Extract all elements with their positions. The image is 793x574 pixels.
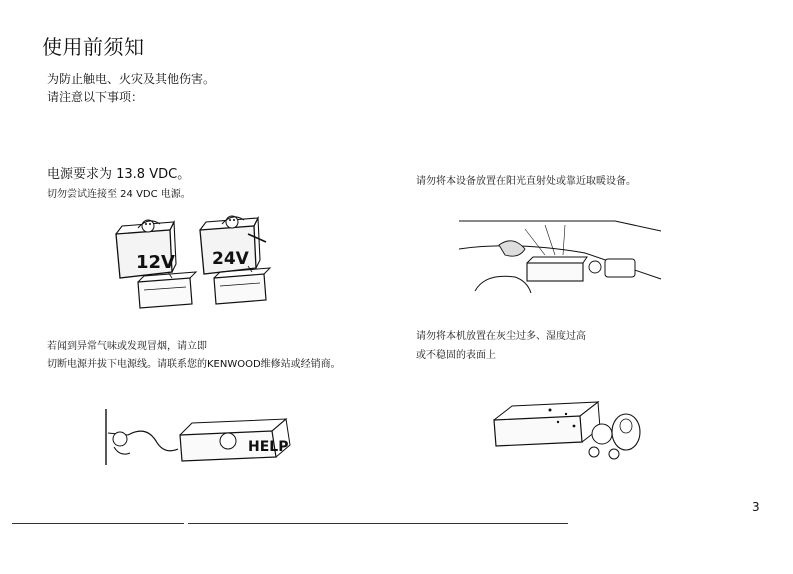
smell-line-1: 若闻到异常气味或发现冒烟，请立即 [47, 341, 207, 352]
smoke-illustration [100, 405, 315, 470]
power-illustration [108, 212, 273, 312]
vacuum-character-icon [589, 414, 640, 459]
intro-line-1: 为防止触电、火灾及其他伤害。 [47, 72, 216, 86]
dust-line-1: 请勿将本机放置在灰尘过多、湿度过高 [416, 331, 586, 342]
unplug-character-icon [106, 409, 178, 465]
page-number: 3 [752, 500, 760, 514]
dust-line-2: 或不稳固的表面上 [416, 350, 496, 361]
page-title: 使用前须知 [42, 35, 145, 59]
footer-rule-right [188, 523, 568, 524]
car-dashboard-icon [459, 221, 661, 293]
label-24v: 24V [212, 249, 249, 269]
smell-line-2: 切断电源并拔下电源线。请联系您的KENWOOD维修站或经销商。 [47, 359, 341, 370]
dusty-unit-icon [494, 402, 600, 446]
dust-illustration [490, 398, 645, 463]
power-subtext: 切勿尝试连接至 24 VDC 电源。 [47, 189, 191, 200]
intro-line-2: 请注意以下事项： [47, 90, 144, 104]
help-label: HELP [248, 439, 289, 455]
label-12v: 12V [136, 252, 175, 273]
power-heading: 电源要求为 13.8 VDC。 [47, 167, 191, 182]
sunlight-illustration [455, 215, 665, 295]
footer-rule-left [12, 523, 184, 524]
sunlight-text: 请勿将本设备放置在阳光直射处或靠近取暖设备。 [416, 176, 636, 187]
